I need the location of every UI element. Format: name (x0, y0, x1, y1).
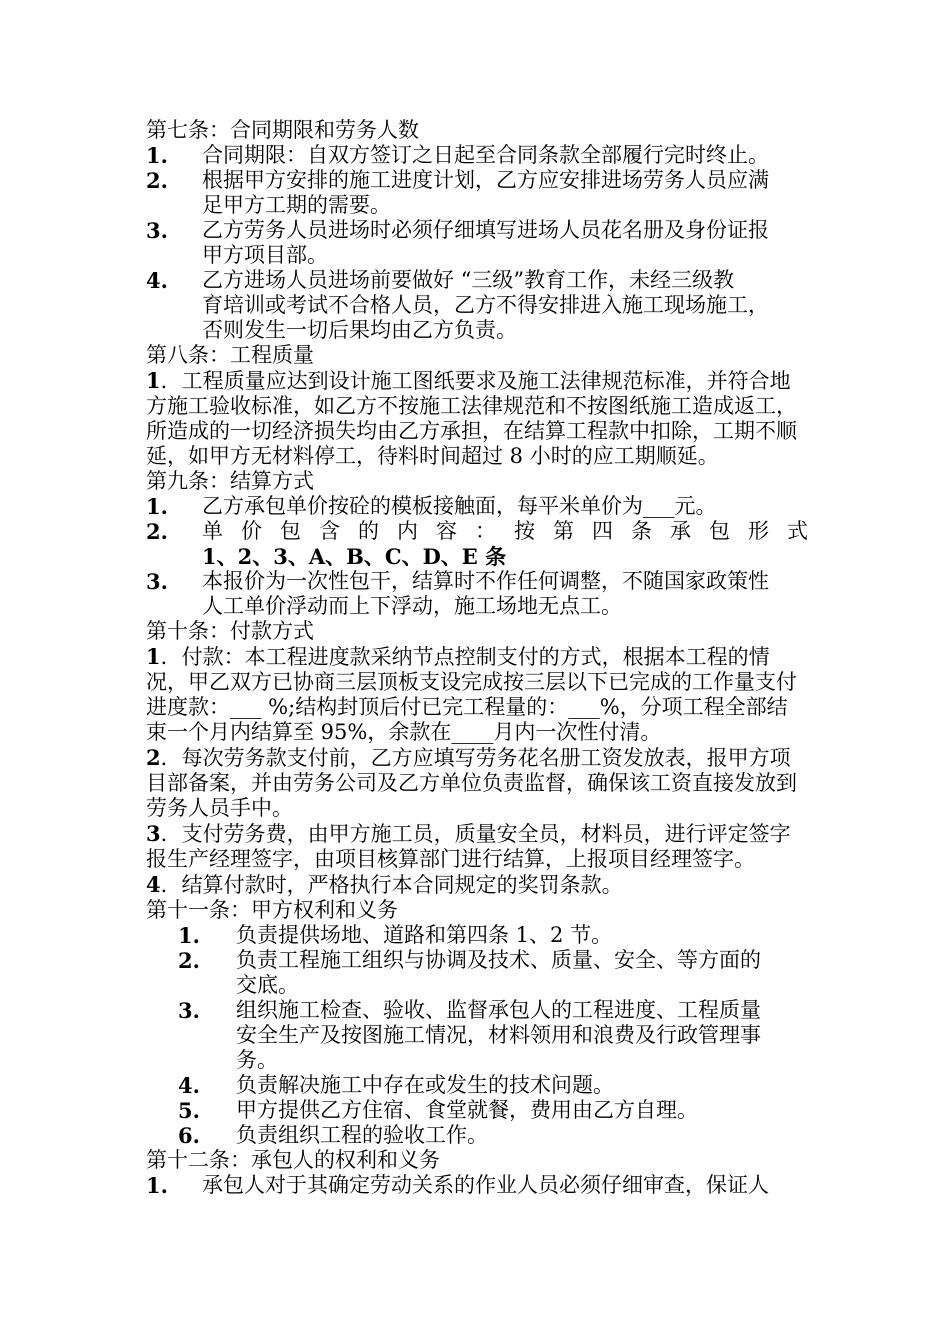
item-text: 合同期限：自双方签订之日起至合同条款全部履行完时终止。 (202, 143, 769, 167)
item-number: 2. (146, 168, 168, 193)
paragraph-text: ．付款：本工程进度款采纳节点控制支付的方式，根据本工程的情况，甲乙双方已协商三层顶板支设完成按三层以下已完成的工作量支付进度款：___ %;结构封顶后付已完工程量的：___%，分项工程全部结束一个月内结算至 95%，余款在____月内一次性付清。 (146, 645, 797, 744)
item-text-line: 乙方劳务人员进场时必须仔细填写进场人员花名册及身份证报 (202, 218, 769, 242)
paragraph-number: 3 (146, 821, 161, 846)
char: 包 (709, 519, 730, 543)
char: 的 (358, 519, 379, 543)
item-text-justified-line (202, 519, 808, 544)
item-text-line: 负责工程施工组织与协调及技术、质量、安全、等方面的 (236, 948, 761, 972)
item-text-line: 乙方进场人员进场前要做好 “三级”教育工作，未经三级教 (202, 268, 735, 292)
item-number: 1. (178, 923, 200, 948)
section-8-title: 第八条：工程质量 (146, 343, 314, 367)
char: 内 (397, 519, 418, 543)
section-11-item-5 (146, 1098, 808, 1123)
item-text-line: 安全生产及按图施工情况，材料领用和浪费及行政管理事 (236, 1023, 761, 1047)
item-number: 3. (146, 218, 168, 243)
section-9-item-1 (146, 494, 808, 519)
section-10-title: 第十条：付款方式 (146, 619, 314, 643)
section-11-item-1 (146, 923, 808, 948)
char: ： (475, 519, 496, 543)
char: 单 (202, 519, 223, 543)
char: 式 (787, 519, 808, 543)
paragraph-text: ．支付劳务费，由甲方施工员，质量安全员，材料员，进行评定签字报生产经理签字，由项目核算部门进行结算，上报项目经理签字。 (146, 822, 791, 871)
section-10-paragraph-3 (146, 821, 808, 872)
char: 含 (319, 519, 340, 543)
paragraph-text: ．每次劳务款支付前，乙方应填写劳务花名册工资发放表，报甲方项目部备案，并由劳务公司及乙方单位负责监督，确保该工资直接发放到劳务人员手中。 (146, 746, 797, 820)
item-text: 承包人对于其确定劳动关系的作业人员必须仔细审查，保证人 (202, 1173, 769, 1197)
char: 包 (280, 519, 301, 543)
item-text-line: 甲方项目部。 (202, 243, 328, 267)
item-text-line: 足甲方工期的需要。 (202, 193, 391, 217)
section-11-item-2 (146, 948, 808, 998)
paragraph-text: ．工程质量应达到设计施工图纸要求及施工法律规范标准，并符合地方施工验收标准，如乙方不按施工法律规范和不按图纸施工造成返工，所造成的一切经济损失均由乙方承担，在结算工程款中扣除，工期不顺延，如甲方无材料停工，待料时间超过 8 小时的应工期顺延。 (146, 369, 797, 468)
item-number: 2. (146, 519, 168, 544)
item-number: 4. (178, 1073, 200, 1098)
section-7-item-3 (146, 218, 808, 268)
section-10-paragraph-2 (146, 745, 808, 821)
section-11-item-4 (146, 1073, 808, 1098)
item-number: 1. (146, 1173, 168, 1198)
contract-document (146, 118, 808, 1198)
item-text-line: 否则发生一切后果均由乙方负责。 (202, 318, 517, 342)
section-9-item-3 (146, 569, 808, 619)
item-text-line: 1、2、3、A、B、C、D、E 条 (202, 544, 507, 569)
item-text-line: 根据甲方安排的施工进度计划，乙方应安排进场劳务人员应满 (202, 168, 769, 192)
char: 价 (241, 519, 262, 543)
section-10-paragraph-1 (146, 644, 808, 745)
item-number: 6. (178, 1123, 200, 1148)
item-text-line: 务。 (236, 1048, 278, 1072)
paragraph-number: 4 (146, 872, 161, 897)
section-9-title: 第九条：结算方式 (146, 469, 314, 493)
item-text: 负责提供场地、道路和第四条 1、2 节。 (236, 923, 613, 947)
item-number: 2. (178, 948, 200, 973)
item-text-line: 交底。 (236, 973, 299, 997)
item-text-line: 人工单价浮动而上下浮动，施工场地无点工。 (202, 594, 622, 618)
section-9-item-2 (146, 519, 808, 569)
section-8-paragraph-1 (146, 368, 808, 469)
item-text-line: 本报价为一次性包干，结算时不作任何调整，不随国家政策性 (202, 569, 769, 593)
section-7-title: 第七条：合同期限和劳务人数 (146, 118, 419, 142)
char: 四 (592, 519, 613, 543)
section-7-item-4 (146, 268, 808, 343)
paragraph-number: 2 (146, 745, 161, 770)
section-7-item-2 (146, 168, 808, 218)
char: 容 (436, 519, 457, 543)
section-12-item-1 (146, 1173, 808, 1198)
section-7-item-1 (146, 143, 808, 168)
char: 按 (514, 519, 535, 543)
section-11-item-6 (146, 1123, 808, 1148)
item-text: 乙方承包单价按砼的模板接触面，每平米单价为___元。 (202, 494, 717, 518)
item-text: 甲方提供乙方住宿、食堂就餐，费用由乙方自理。 (236, 1098, 698, 1122)
item-text: 负责组织工程的验收工作。 (236, 1123, 488, 1147)
section-12-title: 第十二条：承包人的权利和义务 (146, 1148, 440, 1172)
item-number: 1. (146, 494, 168, 519)
section-10-paragraph-4 (146, 872, 808, 898)
item-number: 3. (178, 998, 200, 1023)
item-number: 4. (146, 268, 168, 293)
paragraph-number: 1 (146, 644, 161, 669)
item-text-line: 育培训或考试不合格人员，乙方不得安排进入施工现场施工， (202, 293, 769, 317)
paragraph-number: 1 (146, 368, 161, 393)
section-11-title: 第十一条：甲方权利和义务 (146, 898, 398, 922)
char: 承 (670, 519, 691, 543)
char: 形 (748, 519, 769, 543)
item-number: 1. (146, 143, 168, 168)
char: 条 (631, 519, 652, 543)
item-number: 5. (178, 1098, 200, 1123)
paragraph-text: ．结算付款时，严格执行本合同规定的奖罚条款。 (160, 873, 623, 897)
section-11-item-3 (146, 998, 808, 1073)
char: 第 (553, 519, 574, 543)
item-number: 3. (146, 569, 168, 594)
item-text: 负责解决施工中存在或发生的技术问题。 (236, 1073, 614, 1097)
item-text-line: 组织施工检查、验收、监督承包人的工程进度、工程质量 (236, 998, 761, 1022)
